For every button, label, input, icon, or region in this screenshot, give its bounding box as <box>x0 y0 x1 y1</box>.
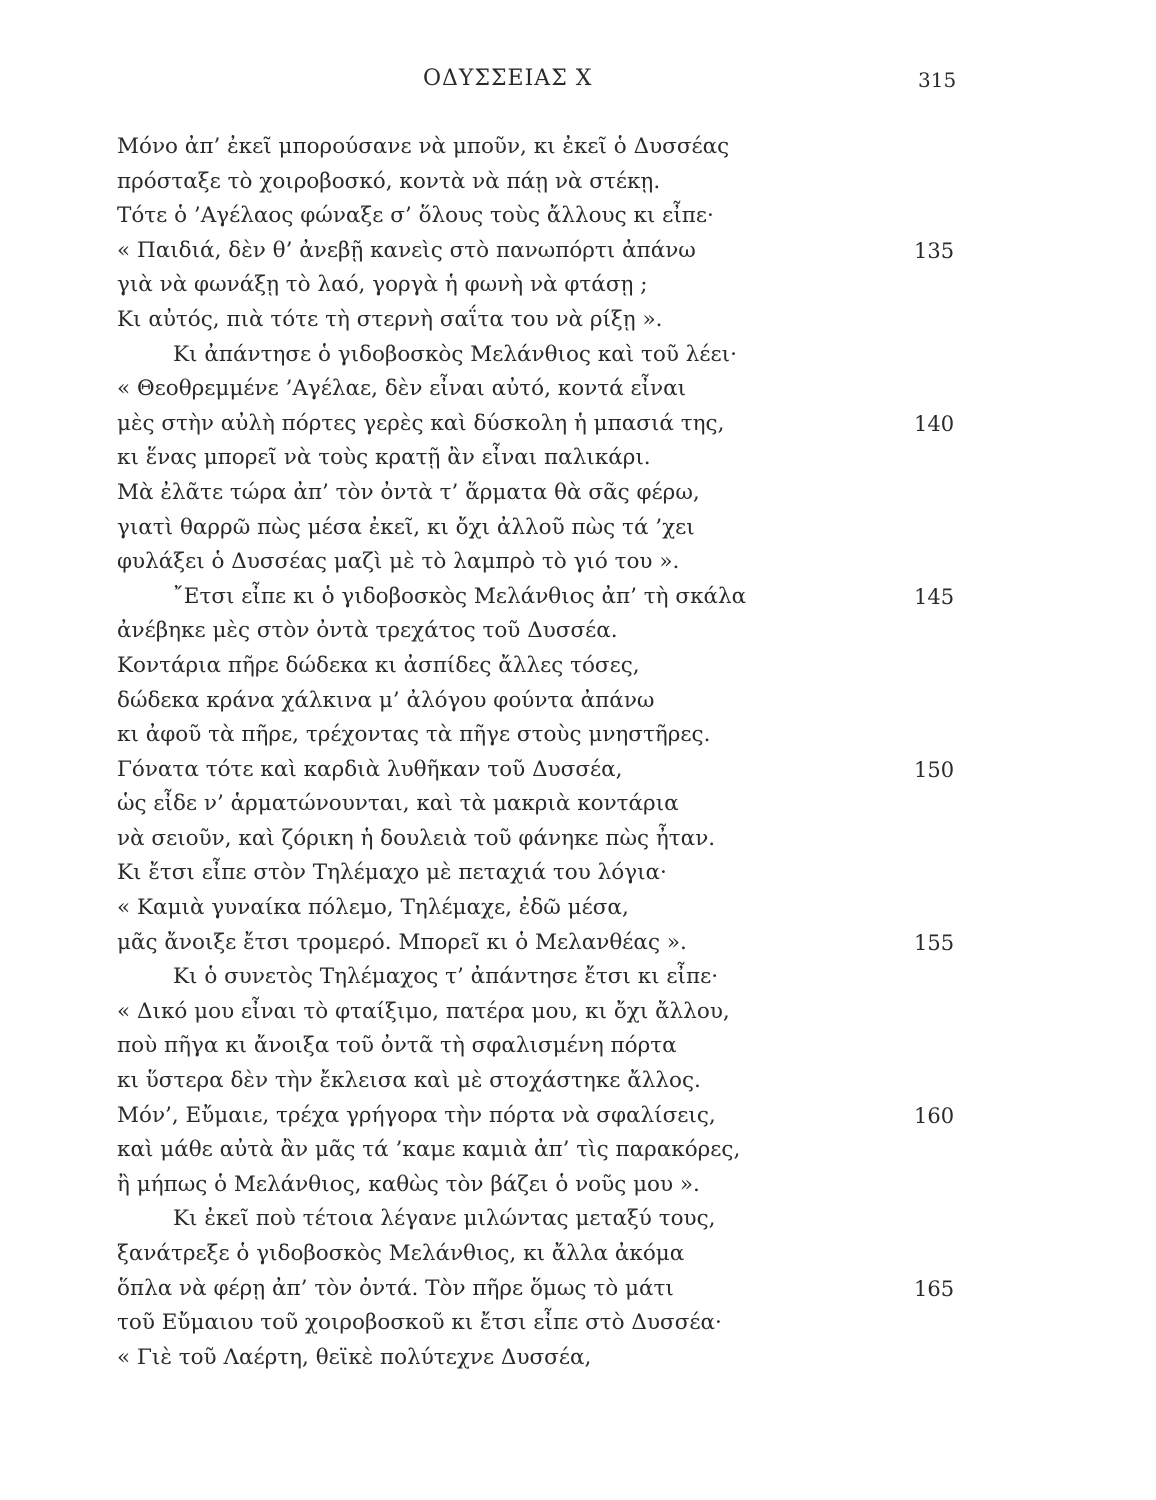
verse-line-text: Μὰ ἐλᾶτε τώρα ἀπ’ τὸν ὀντὰ τ’ ἅρματα θὰ σᾶς φέρω, <box>117 479 700 505</box>
verse-line <box>117 1341 997 1376</box>
line-number: 165 <box>914 1276 955 1301</box>
verse-line-text: ὡς εἶδε ν’ ἁρματώνουνται, καὶ τὰ μακριὰ κοντάρια <box>117 791 679 817</box>
verse-line <box>117 511 997 546</box>
verse-line <box>117 891 997 926</box>
verse-line <box>117 753 997 788</box>
verse-line-text: δώδεκα κράνα χάλκινα μ’ ἀλόγου φούντα ἀπάνω <box>117 687 655 713</box>
verse-line <box>117 1099 997 1134</box>
verse-line <box>117 338 997 373</box>
verse-line-text: Κι ἔτσι εἶπε στὸν Τηλέμαχο μὲ πεταχιά του λόγια· <box>117 860 667 886</box>
verse-line <box>117 372 997 407</box>
verse-line-text: νὰ σειοῦν, καὶ ζόρικη ἡ δουλειὰ τοῦ φάνηκε πὼς ἦταν. <box>117 825 716 851</box>
verse-line <box>117 545 997 580</box>
verse-line <box>117 684 997 719</box>
verse-line <box>117 268 997 303</box>
verse-line-text: κι ἕνας μπορεῖ νὰ τοὺς κρατῇ ἂν εἶναι παλικάρι. <box>117 445 651 471</box>
verse-line-text: καὶ μάθε αὐτὰ ἂν μᾶς τά ’καμε καμιὰ ἀπ’ τὶς παρακόρες, <box>117 1137 741 1163</box>
verse-line-text: Κι ὁ συνετὸς Τηλέμαχος τ’ ἀπάντησε ἔτσι κι εἶπε· <box>173 964 719 990</box>
verse-line-text: γιατὶ θαρρῶ πὼς μέσα ἐκεῖ, κι ὄχι ἀλλοῦ πὼς τά ’χει <box>117 514 695 540</box>
verse-line-text: Τότε ὁ ’Αγέλαος φώναξε σ’ ὅλους τοὺς ἄλλους κι εἶπε· <box>117 203 714 229</box>
line-number: 145 <box>914 584 955 609</box>
verse-line-text: Κι ἐκεῖ ποὺ τέτοια λέγανε μιλώντας μεταξύ τους, <box>173 1206 716 1232</box>
line-number: 160 <box>914 1103 955 1128</box>
verse-line <box>117 822 997 857</box>
verse-line <box>117 234 997 269</box>
verse-line <box>117 1272 997 1307</box>
verse-line-text: « Δικό μου εἶναι τὸ φταίξιμο, πατέρα μου, κι ὄχι ἄλλου, <box>117 998 730 1024</box>
verse-line <box>117 1029 997 1064</box>
verse-line <box>117 1202 997 1237</box>
verse-line-text: ἀνέβηκε μὲς στὸν ὀντὰ τρεχάτος τοῦ Δυσσέα. <box>117 618 618 644</box>
verse-line <box>117 614 997 649</box>
verse-line <box>117 1064 997 1099</box>
verse-line <box>117 787 997 822</box>
verse-line <box>117 1168 997 1203</box>
verse-line-text: ὅπλα νὰ φέρῃ ἀπ’ τὸν ὀντά. Τὸν πῆρε ὅμως τὸ μάτι <box>117 1275 674 1301</box>
verse-line-text: « Θεοθρεμμένε ’Αγέλαε, δὲν εἶναι αὐτό, κοντά εἶναι <box>117 376 687 402</box>
verse-line-text: Μόν’, Εὔμαιε, τρέχα γρήγορα τὴν πόρτα νὰ σφαλίσεις, <box>117 1102 716 1128</box>
verse-line <box>117 960 997 995</box>
verse-line <box>117 476 997 511</box>
verse-line-text: γιὰ νὰ φωνάξῃ τὸ λαό, γοργὰ ἡ φωνὴ νὰ φτάσῃ ; <box>117 272 648 298</box>
verse-line <box>117 407 997 442</box>
running-head <box>0 62 1156 102</box>
page-number: 315 <box>918 68 957 92</box>
line-number: 135 <box>914 238 955 263</box>
line-number: 150 <box>914 757 955 782</box>
verse-text <box>117 130 997 1375</box>
verse-line <box>117 303 997 338</box>
verse-line <box>117 995 997 1030</box>
verse-line-text: φυλάξει ὁ Δυσσέας μαζὶ μὲ τὸ λαμπρὸ τὸ γιό του ». <box>117 549 680 575</box>
verse-line-text: μὲς στὴν αὐλὴ πόρτες γερὲς καὶ δύσκολη ἡ μπασιά της, <box>117 410 725 436</box>
line-number: 155 <box>914 930 955 955</box>
verse-line <box>117 1237 997 1272</box>
verse-line-text: Κοντάρια πῆρε δώδεκα κι ἀσπίδες ἄλλες τόσες, <box>117 652 640 678</box>
verse-line-text: Γόνατα τότε καὶ καρδιὰ λυθῆκαν τοῦ Δυσσέα, <box>117 756 623 782</box>
verse-line-text: κι ὕστερα δὲν τὴν ἔκλεισα καὶ μὲ στοχάστηκε ἄλλος. <box>117 1068 701 1094</box>
verse-line-text: πρόσταξε τὸ χοιροβοσκό, κοντὰ νὰ πάῃ νὰ στέκῃ. <box>117 168 661 194</box>
verse-line <box>117 649 997 684</box>
verse-line-text: μᾶς ἄνοιξε ἔτσι τρομερό. Μπορεῖ κι ὁ Μελανθέας ». <box>117 929 687 955</box>
verse-line <box>117 1306 997 1341</box>
verse-line-text: ποὺ πῆγα κι ἄνοιξα τοῦ ὀντᾶ τὴ σφαλισμένη πόρτα <box>117 1033 677 1059</box>
verse-line <box>117 165 997 200</box>
verse-line <box>117 580 997 615</box>
verse-line <box>117 1133 997 1168</box>
verse-line-text: Κι ἀπάντησε ὁ γιδοβοσκὸς Μελάνθιος καὶ τοῦ λέει· <box>173 341 737 367</box>
verse-line-text: τοῦ Εὔμαιου τοῦ χοιροβοσκοῦ κι ἔτσι εἶπε στὸ Δυσσέα· <box>117 1310 722 1336</box>
verse-line <box>117 926 997 961</box>
verse-line-text: ῎Ετσι εἶπε κι ὁ γιδοβοσκὸς Μελάνθιος ἀπ’ τὴ σκάλα <box>173 583 747 609</box>
verse-line-text: ξανάτρεξε ὁ γιδοβοσκὸς Μελάνθιος, κι ἄλλα ἀκόμα <box>117 1241 685 1266</box>
verse-line <box>117 718 997 753</box>
verse-line-text: Κι αὐτός, πιὰ τότε τὴ στερνὴ σαΐτα του νὰ ρίξῃ ». <box>117 306 663 332</box>
verse-line-text: « Παιδιά, δὲν θ’ ἀνεβῇ κανεὶς στὸ πανωπόρτι ἀπάνω <box>117 237 696 263</box>
verse-line <box>117 199 997 234</box>
verse-line <box>117 441 997 476</box>
verse-line-text: κι ἀφοῦ τὰ πῆρε, τρέχοντας τὰ πῆγε στοὺς μνηστῆρες. <box>117 722 711 748</box>
verse-line-text: « Καμιὰ γυναίκα πόλεμο, Τηλέμαχε, ἐδῶ μέσα, <box>117 895 629 921</box>
verse-line-text: Μόνο ἀπ’ ἐκεῖ μπορούσανε νὰ μποῦν, κι ἐκεῖ ὁ Δυσσέας <box>117 134 730 159</box>
verse-line-text: « Γιὲ τοῦ Λαέρτη, θεϊκὲ πολύτεχνε Δυσσέα, <box>117 1344 592 1370</box>
running-title: ΟΔΥΣΣΕΙΑΣ Χ <box>423 66 593 91</box>
verse-line <box>117 130 997 165</box>
verse-line <box>117 856 997 891</box>
verse-line-text: ἢ μήπως ὁ Μελάνθιος, καθὼς τὸν βάζει ὁ νοῦς μου ». <box>117 1171 700 1197</box>
line-number: 140 <box>914 411 955 436</box>
